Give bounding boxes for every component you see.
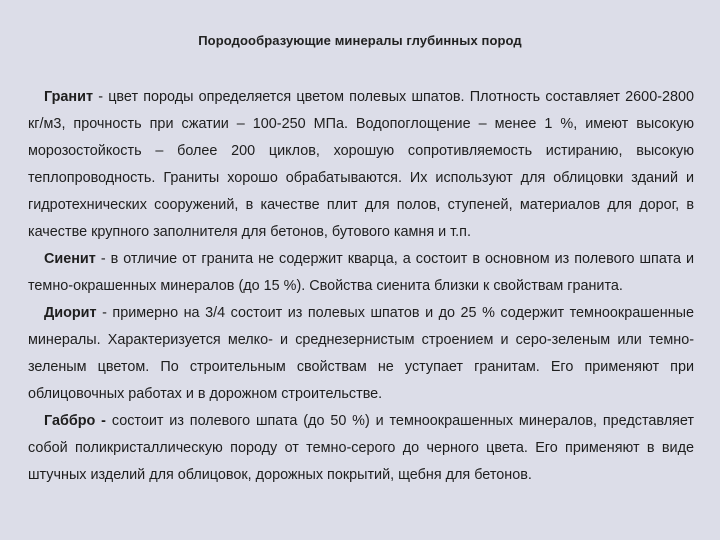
paragraph-syenite xyxy=(28,246,694,300)
term-granite: Гранит xyxy=(44,89,93,105)
paragraph-gabbro xyxy=(28,408,694,489)
page-title: Породообразующие минералы глубинных пород xyxy=(198,33,522,48)
paragraph-text: - цвет породы определяется цветом полевых шпатов. Плотность составляет 2600-2800 кг/м3, прочность при сжатии – 100-250 МПа. Водопоглощение – менее 1 %, имеют высокую морозостойкость – более 200 циклов, хорошую сопротивляемость истиранию, высокую теплопроводность. Граниты хорошо обрабатываются. Их используют для облицовки зданий и гидротехнических сооружений, в качестве плит для полов, ступеней, материалов для дорог, в качестве крупного заполнителя для бетонов, бутового камня и т.п. xyxy=(28,89,694,240)
term-syenite: Сиенит xyxy=(44,251,96,267)
paragraph-granite xyxy=(28,84,694,246)
document-body xyxy=(28,84,694,489)
paragraph-text: состоит из полевого шпата (до 50 %) и темноокрашенных минералов, представляет собой поликристаллическую породу от темно-серого до черного цвета. Его применяют в виде штучных изделий для облицовок, дорожных покрытий, щебня для бетонов. xyxy=(28,413,695,483)
paragraph-text: - примерно на 3/4 состоит из полевых шпатов и до 25 % содержит темноокрашенные минералы. Характеризуется мелко- и среднезернистым строением и серо-зеленым или темно-зеленым цветом. По строительным свойствам не уступает гранитам. Его применяют при облицовочных работах и в дорожном строительстве. xyxy=(28,305,694,402)
term-diorite: Диорит xyxy=(44,305,97,321)
paragraph-text: - в отличие от гранита не содержит кварца, а состоит в основном из полевого шпата и темно-окрашенных минералов (до 15 %). Свойства сиенита близки к свойствам гранита. xyxy=(28,251,694,294)
term-gabbro: Габбро - xyxy=(44,413,106,429)
paragraph-diorite xyxy=(28,300,694,408)
